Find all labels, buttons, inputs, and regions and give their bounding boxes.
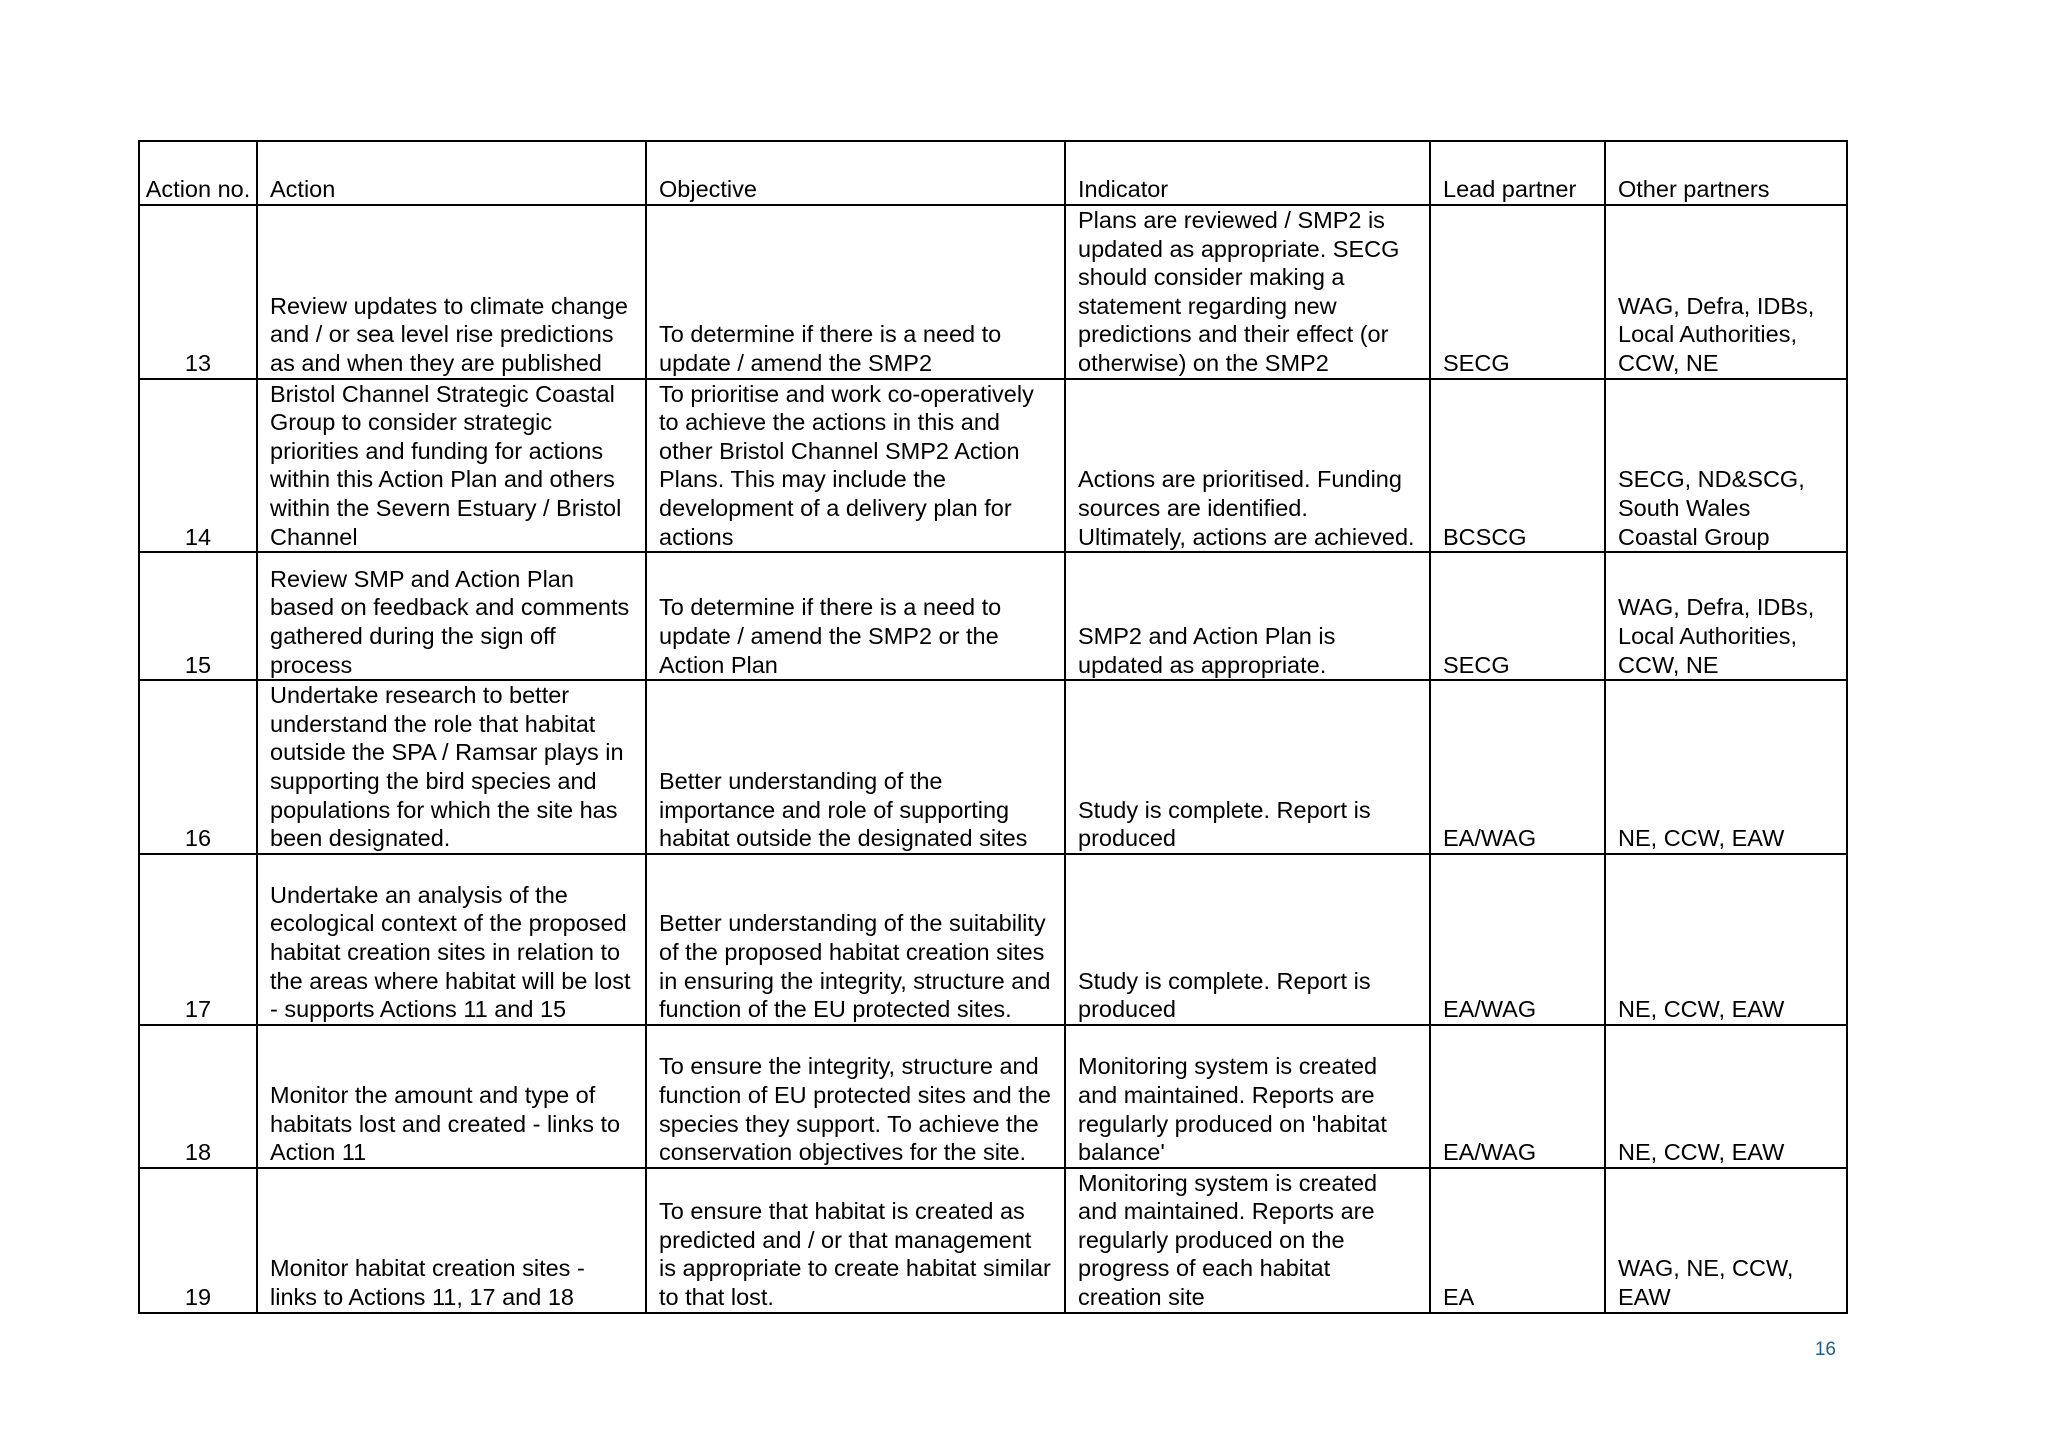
objective-cell: Better understanding of the suitability of the proposed habitat creation sites in ensuring the integrity, structure and function of the EU protected sites. [646, 854, 1065, 1025]
objective-cell: Better understanding of the importance and role of supporting habitat outside the designated sites [646, 680, 1065, 854]
header-objective: Objective [646, 141, 1065, 205]
lead-partner-cell: EA/WAG [1430, 1025, 1605, 1168]
indicator-cell: SMP2 and Action Plan is updated as appropriate. [1065, 552, 1430, 680]
action-plan-table [138, 140, 1848, 1314]
action-cell: Bristol Channel Strategic Coastal Group to consider strategic priorities and funding for actions within this Action Plan and others within the Severn Estuary / Bristol Channel [257, 379, 646, 553]
lead-partner-cell: SECG [1430, 552, 1605, 680]
action-cell: Monitor the amount and type of habitats lost and created - links to Action 11 [257, 1025, 646, 1168]
lead-partner-cell: EA/WAG [1430, 854, 1605, 1025]
action-number-cell: 13 [139, 205, 257, 379]
page-number: 16 [1814, 1339, 1836, 1360]
objective-cell: To ensure that habitat is created as predicted and / or that management is appropriate to create habitat similar to that lost. [646, 1168, 1065, 1313]
lead-partner-cell: SECG [1430, 205, 1605, 379]
action-number-cell: 16 [139, 680, 257, 854]
other-partners-cell: WAG, NE, CCW, EAW [1605, 1168, 1847, 1313]
table-row [139, 379, 1847, 553]
table-row [139, 854, 1847, 1025]
action-number-cell: 17 [139, 854, 257, 1025]
action-number-cell: 19 [139, 1168, 257, 1313]
indicator-cell: Monitoring system is created and maintained. Reports are regularly produced on 'habitat balance' [1065, 1025, 1430, 1168]
indicator-cell: Monitoring system is created and maintained. Reports are regularly produced on the progress of each habitat creation site [1065, 1168, 1430, 1313]
header-other-partners: Other partners [1605, 141, 1847, 205]
objective-cell: To determine if there is a need to update / amend the SMP2 [646, 205, 1065, 379]
objective-cell: To prioritise and work co-operatively to achieve the actions in this and other Bristol Channel SMP2 Action Plans. This may include the development of a delivery plan for actions [646, 379, 1065, 553]
objective-cell: To determine if there is a need to update / amend the SMP2 or the Action Plan [646, 552, 1065, 680]
indicator-cell: Study is complete. Report is produced [1065, 854, 1430, 1025]
action-number-cell: 18 [139, 1025, 257, 1168]
objective-cell: To ensure the integrity, structure and function of EU protected sites and the species they support. To achieve the conservation objectives for the site. [646, 1025, 1065, 1168]
other-partners-cell: SECG, ND&SCG, South Wales Coastal Group [1605, 379, 1847, 553]
action-number-cell: 14 [139, 379, 257, 553]
other-partners-cell: WAG, Defra, IDBs, Local Authorities, CCW, NE [1605, 552, 1847, 680]
table-header-row [139, 141, 1847, 205]
lead-partner-cell: EA [1430, 1168, 1605, 1313]
action-cell: Undertake an analysis of the ecological context of the proposed habitat creation sites in relation to the areas where habitat will be lost - supports Actions 11 and 15 [257, 854, 646, 1025]
action-cell: Review SMP and Action Plan based on feedback and comments gathered during the sign off process [257, 552, 646, 680]
other-partners-cell: NE, CCW, EAW [1605, 680, 1847, 854]
lead-partner-cell: EA/WAG [1430, 680, 1605, 854]
lead-partner-cell: BCSCG [1430, 379, 1605, 553]
header-indicator: Indicator [1065, 141, 1430, 205]
action-number-cell: 15 [139, 552, 257, 680]
other-partners-cell: NE, CCW, EAW [1605, 854, 1847, 1025]
indicator-cell: Study is complete. Report is produced [1065, 680, 1430, 854]
table-row [139, 1168, 1847, 1313]
table-row [139, 1025, 1847, 1168]
indicator-cell: Plans are reviewed / SMP2 is updated as appropriate. SECG should consider making a statement regarding new predictions and their effect (or otherwise) on the SMP2 [1065, 205, 1430, 379]
action-cell: Monitor habitat creation sites - links to Actions 11, 17 and 18 [257, 1168, 646, 1313]
header-action-no: Action no. [139, 141, 257, 205]
other-partners-cell: WAG, Defra, IDBs, Local Authorities, CCW, NE [1605, 205, 1847, 379]
table-row [139, 552, 1847, 680]
header-action: Action [257, 141, 646, 205]
table-row [139, 680, 1847, 854]
indicator-cell: Actions are prioritised. Funding sources are identified. Ultimately, actions are achieved. [1065, 379, 1430, 553]
table-row [139, 205, 1847, 379]
other-partners-cell: NE, CCW, EAW [1605, 1025, 1847, 1168]
action-cell: Undertake research to better understand the role that habitat outside the SPA / Ramsar plays in supporting the bird species and populations for which the site has been designated. [257, 680, 646, 854]
action-cell: Review updates to climate change and / or sea level rise predictions as and when they are published [257, 205, 646, 379]
header-lead-partner: Lead partner [1430, 141, 1605, 205]
